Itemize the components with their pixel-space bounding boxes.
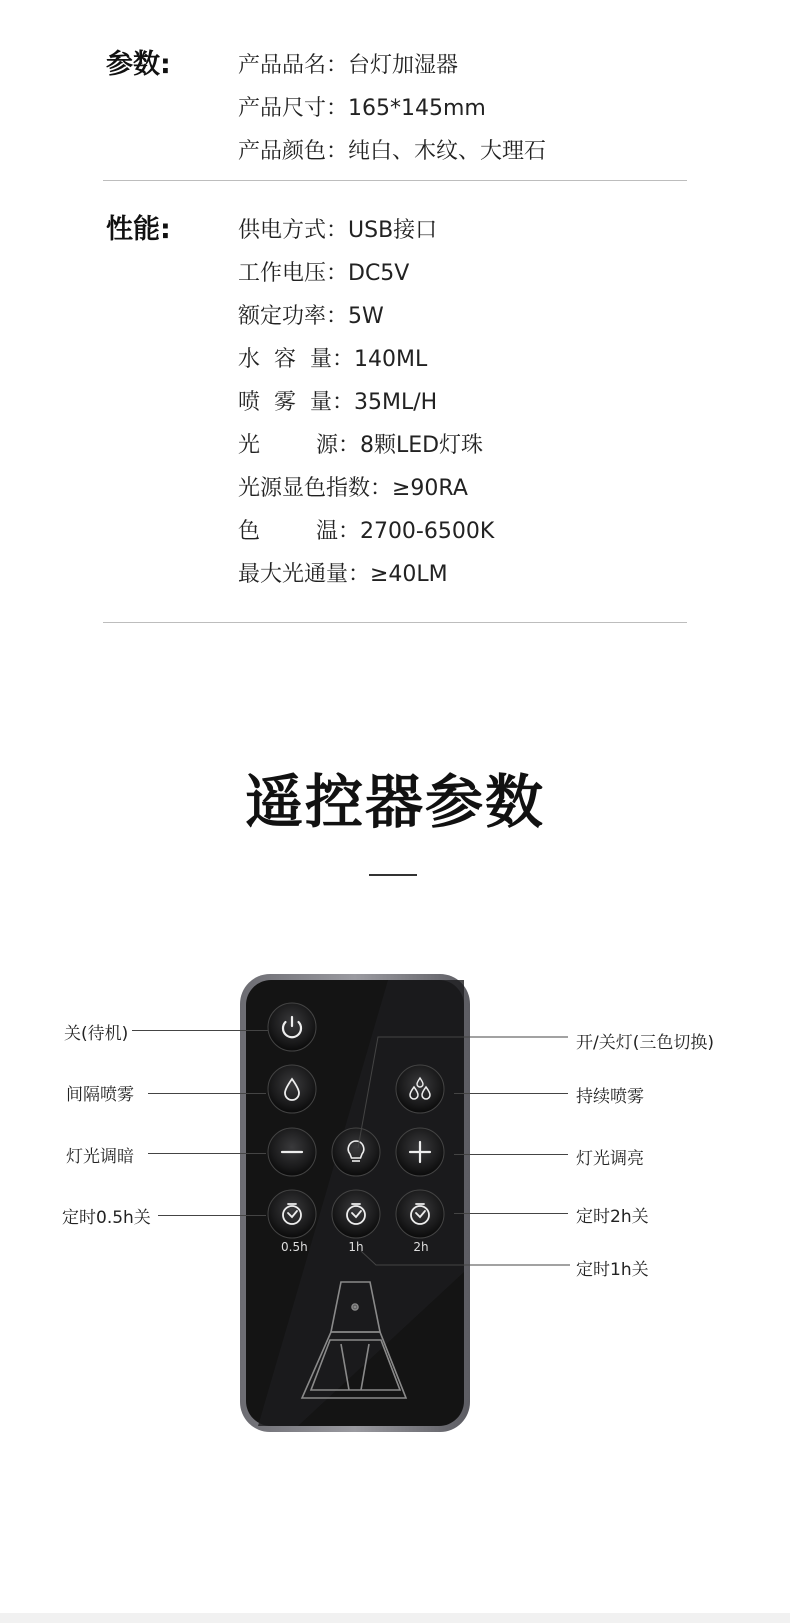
callout-timer-1h: 定时1h关 — [576, 1260, 649, 1280]
timer-label-1h: 1h — [348, 1240, 364, 1254]
timer-icon[interactable] — [332, 1190, 380, 1238]
leader-line — [454, 1093, 568, 1094]
footer-strip — [0, 1613, 790, 1623]
title-underline — [369, 874, 417, 876]
timer-label-05h: 0.5h — [281, 1240, 308, 1254]
divider — [103, 622, 687, 623]
callout-light-toggle: 开/关灯(三色切换) — [576, 1033, 714, 1053]
params-label: 参数: — [106, 49, 171, 80]
leader-line — [350, 1036, 570, 1162]
leader-line — [360, 1250, 572, 1270]
params-line-size: 产品尺寸：165*145mm — [238, 96, 486, 121]
perf-line-mist: 喷 雾 量：35ML/H — [238, 390, 438, 415]
perf-line-luminous-flux: 最大光通量：≥40LM — [238, 562, 448, 587]
params-line-name: 产品品名：台灯加湿器 — [238, 53, 459, 78]
callout-brighten-light: 灯光调亮 — [576, 1149, 644, 1169]
timer-label-2h: 2h — [413, 1240, 429, 1254]
callout-interval-mist: 间隔喷雾 — [66, 1085, 134, 1105]
perf-line-light-source: 光 源：8颗LED灯珠 — [238, 433, 484, 458]
minus-icon[interactable] — [268, 1128, 316, 1176]
params-line-color: 产品颜色：纯白、木纹、大理石 — [238, 139, 547, 164]
divider — [103, 180, 687, 181]
callout-timer-05h: 定时0.5h关 — [62, 1208, 151, 1228]
perf-line-voltage: 工作电压：DC5V — [238, 261, 410, 286]
perf-line-capacity: 水 容 量：140ML — [238, 347, 428, 372]
callout-timer-2h: 定时2h关 — [576, 1207, 649, 1227]
power-icon[interactable] — [268, 1003, 316, 1051]
perf-line-power: 额定功率：5W — [238, 304, 384, 329]
callout-dim-light: 灯光调暗 — [66, 1147, 134, 1167]
perf-line-cri: 光源显色指数：≥90RA — [238, 476, 468, 501]
leader-line — [158, 1215, 266, 1216]
remote-title: 遥控器参数 — [244, 768, 545, 836]
leader-line — [454, 1213, 568, 1214]
callout-off-standby: 关(待机) — [64, 1024, 129, 1044]
leader-line — [454, 1154, 568, 1155]
timer-icon[interactable] — [396, 1190, 444, 1238]
leader-line — [132, 1030, 268, 1031]
leader-line — [148, 1153, 266, 1154]
timer-icon[interactable] — [268, 1190, 316, 1238]
leader-line — [148, 1093, 266, 1094]
performance-label: 性能: — [106, 214, 171, 245]
perf-line-color-temp: 色 温：2700-6500K — [238, 519, 495, 544]
perf-line-power-supply: 供电方式：USB接口 — [238, 218, 438, 243]
droplet-icon[interactable] — [268, 1065, 316, 1113]
callout-continuous-mist: 持续喷雾 — [576, 1087, 644, 1107]
